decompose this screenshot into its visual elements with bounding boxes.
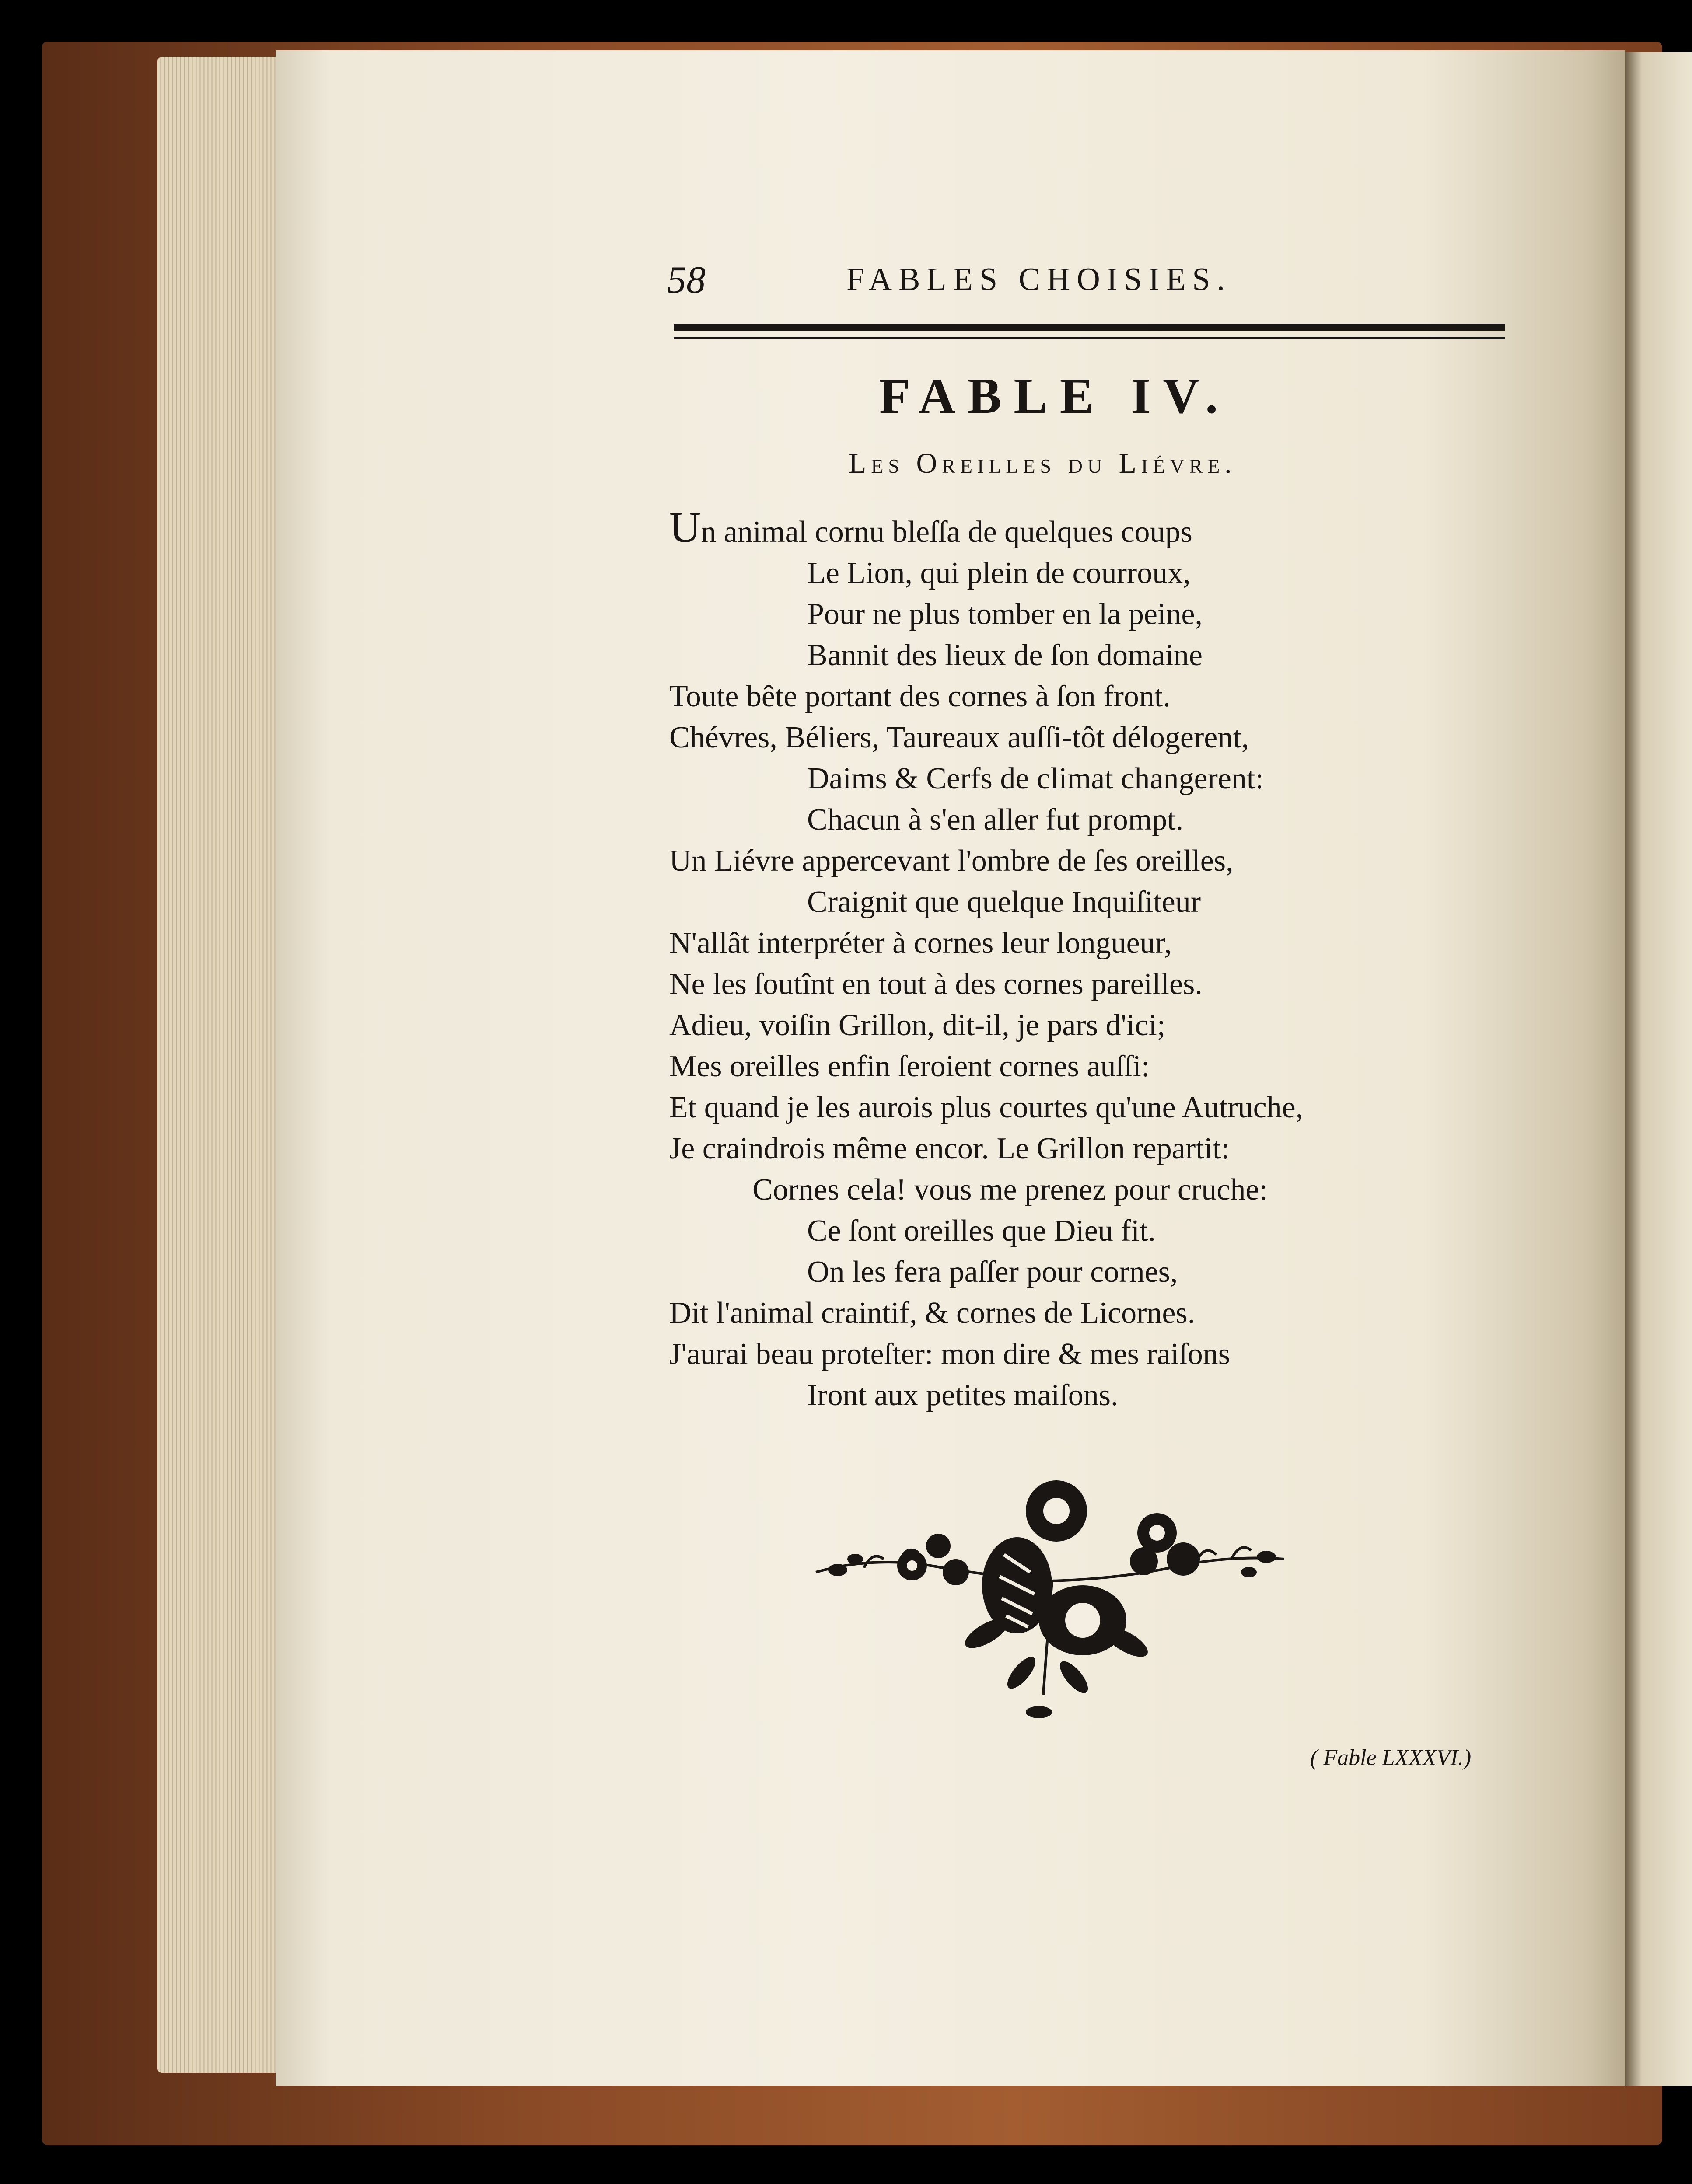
- header-rule-thin: [674, 337, 1505, 339]
- verse-line: [807, 799, 1183, 841]
- verse-line: [807, 1211, 1156, 1252]
- verse-text: N'allât interpréter à cornes leur longueur,: [669, 926, 1172, 960]
- verse-text: Adieu, voiſin Grillon, dit-il, je pars d'ici;: [669, 1008, 1166, 1042]
- verse-text: Chévres, Béliers, Taureaux auſſi-tôt délogerent,: [669, 721, 1249, 754]
- catchword: ( Fable LXXXVI.): [1310, 1745, 1472, 1770]
- verse-text: Dit l'animal craintif, & cornes de Licornes.: [669, 1296, 1196, 1330]
- verse-line: [669, 841, 1234, 882]
- verse-text: Cornes cela! vous me prenez pour cruche:: [752, 1173, 1268, 1207]
- verse-text: Toute bête portant des cornes à ſon front.: [669, 680, 1171, 713]
- verse-line: [669, 717, 1249, 758]
- verse-line: [669, 1087, 1303, 1128]
- header-rule-thick: [674, 324, 1505, 331]
- verse-text: Je craindrois même encor. Le Grillon repartit:: [669, 1132, 1230, 1165]
- verse-text: On les fera paſſer pour cornes,: [807, 1255, 1178, 1289]
- floral-ornament: [811, 1467, 1293, 1730]
- verse-line: [807, 635, 1203, 676]
- verse-line: [669, 1005, 1165, 1046]
- verse-line: [807, 758, 1264, 799]
- fable-title: FABLE IV.: [879, 368, 1231, 424]
- page-number: 58: [667, 259, 706, 301]
- running-head: FABLES CHOISIES.: [846, 262, 1232, 297]
- verse-line: [807, 1375, 1119, 1416]
- verse-text: Iront aux petites maiſons.: [807, 1378, 1119, 1412]
- verse-text: Chacun à s'en aller fut prompt.: [807, 803, 1184, 837]
- drop-initial: U: [669, 503, 701, 551]
- verse-line: [669, 964, 1203, 1005]
- verse-line: [752, 1169, 1268, 1211]
- fable-subtitle: Les Oreilles du Liévre.: [849, 447, 1237, 479]
- verse-text: Craignit que quelque Inquiſiteur: [807, 885, 1201, 919]
- verse-text: Bannit des lieux de ſon domaine: [807, 638, 1203, 672]
- verse-line: [669, 1128, 1230, 1169]
- verse-text: Pour ne plus tomber en la peine,: [807, 597, 1203, 631]
- verse-line: [669, 676, 1171, 717]
- verse-line: [807, 553, 1191, 594]
- verse-text: J'aurai beau proteſter: mon dire & mes raiſons: [669, 1337, 1230, 1371]
- verse-text: Le Lion, qui plein de courroux,: [807, 556, 1191, 590]
- verse-text: Daims & Cerfs de climat changerent:: [807, 762, 1264, 795]
- verse-line: [669, 923, 1172, 964]
- verse-text: Mes oreilles enfin ſeroient cornes auſſi:: [669, 1050, 1150, 1083]
- verse-text: Un Liévre appercevant l'ombre de ſes oreilles,: [669, 844, 1234, 878]
- verse-line: [807, 594, 1203, 635]
- verse-text: n animal cornu bleſſa de quelques coups: [701, 515, 1192, 549]
- verse-text: Et quand je les aurois plus courtes qu'une Autruche,: [669, 1091, 1304, 1124]
- verse-line: [669, 1046, 1150, 1087]
- verse-line: [669, 1334, 1230, 1375]
- verse-text: Ce ſont oreilles que Dieu fit.: [807, 1214, 1156, 1248]
- page-edges: [157, 57, 284, 2073]
- facing-page-edge: [1625, 52, 1692, 2086]
- verse-text: Ne les ſoutînt en tout à des cornes pareilles.: [669, 967, 1203, 1001]
- verse-line: [807, 1252, 1178, 1293]
- verse-line: [669, 1293, 1195, 1334]
- verse-line: [669, 503, 1192, 553]
- verse-line: [807, 882, 1201, 923]
